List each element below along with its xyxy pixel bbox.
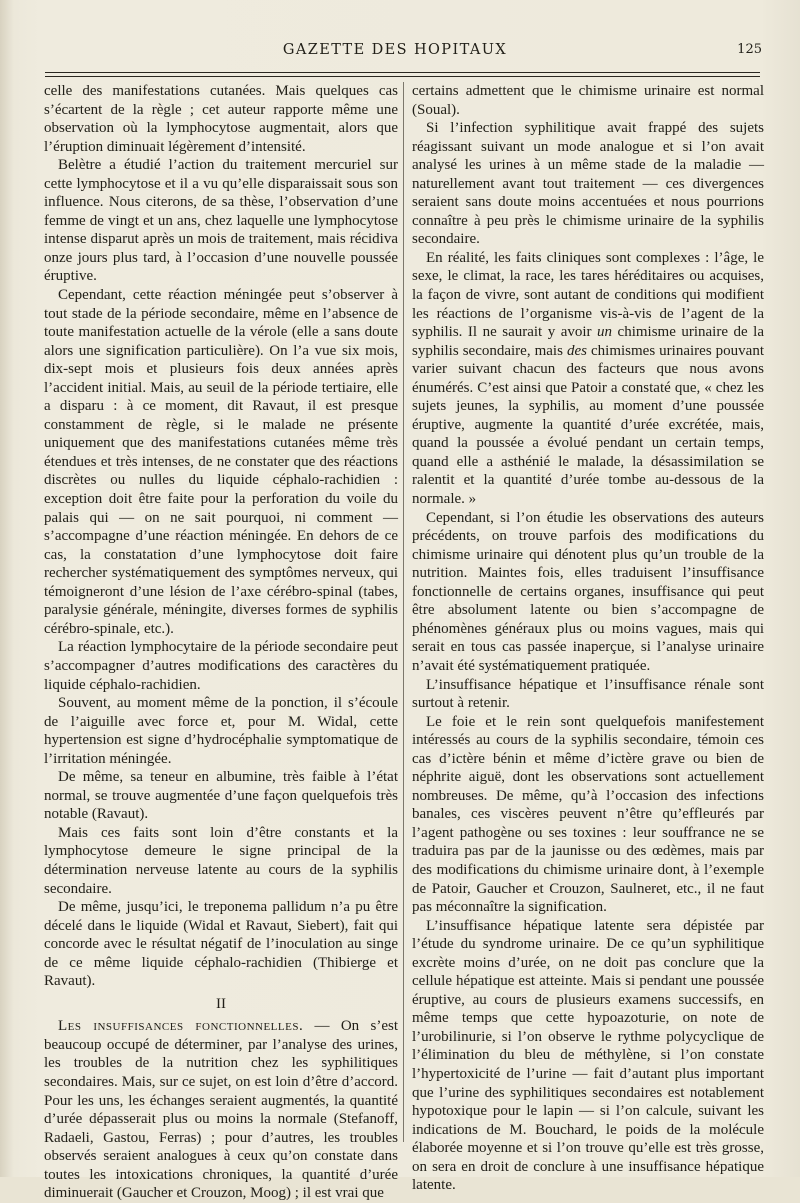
paragraph: certains admettent que le chimisme urinaire est normal (Soual). — [412, 83, 764, 118]
running-header — [20, 40, 770, 64]
paragraph — [44, 1017, 398, 1202]
header-rule-top — [45, 72, 760, 73]
section-numeral: II — [216, 995, 226, 1012]
emphasis: un — [597, 324, 613, 341]
journal-title: GAZETTE DES HOPITAUX — [282, 42, 508, 58]
page-number: 125 — [737, 42, 762, 57]
paragraph: De même, jusqu’ici, le treponema pallidum n’a pu être décelé dans le liquide (Widal et Ravaut, Siebert), fait qui concorde avec le résultat négatif de l’inoculation au singe de ce même liquide céphalo-rachidien (Thibierge et Ravaut). — [44, 899, 398, 990]
emphasis: des — [566, 342, 587, 359]
right-column — [412, 82, 764, 1195]
paragraph-text: En réalité, les faits cliniques sont complexes : l’âge, le sexe, le climat, la race, les tares héréditaires ou acquises, la façon de vivre, sont autant de conditions qui modifient les réactions de l’organisme vis-à-vis de l’agent de la syphilis. Il ne saurait y avoir — [412, 249, 764, 341]
paragraph: Cependant, si l’on étudie les observations des auteurs précédents, on trouve parfois des modifications du chimisme urinaire qui dénotent plus qu’un trouble de la nutrition. Maintes fois, elles traduisent l’insuffisance fonctionnelle de certains organes, insuffisance qui peut être absolument latente ou bien s’accompagne de phénomènes généraux plus ou moins vagues, mais qui serait en tous cas passée inaperçue, si l’analyse urinaire n’avait été systématiquement pratiquée. — [412, 509, 764, 674]
paragraph-text: chimisme urinaire de la syphilis secondaire, mais — [412, 324, 764, 359]
paragraph: Belètre a étudié l’action du traitement mercuriel sur cette lymphocytose et il a vu qu’elle disparaissait sous son influence. Nous citerons, de sa thèse, l’observation d’une femme de vingt et un ans, chez laquelle une lymphocytose intense disparut après un mois de traitement, mais récidiva onze jours plus tard, à l’occasion d’une nouvelle poussée éruptive. — [44, 157, 398, 285]
section-title: Les insuffisances fonctionnelles. — [58, 1018, 304, 1035]
paragraph-text: — On s’est beaucoup occupé de déterminer, par l’analyse des urines, les troubles de la nutrition chez les syphilitiques secondaires. Mais, sur ce sujet, on est loin d’être d’accord. Pour les uns, les échanges seraient augmentés, la quantité d’urée dépasserait plus ou moins la normale (Stefanoff, Radaeli, Gastou, Ferras) ; pour d’autres, les troubles observés seraient analogues à ceux qu’on constate dans toutes les intoxications chroniques, la quantité d’urée diminuerait (Gaucher et Crouzon, Moog) ; il est vrai que — [44, 1018, 399, 1202]
paragraph: L’insuffisance hépatique et l’insuffisance rénale sont surtout à retenir. — [412, 676, 764, 712]
header-rule-bottom — [45, 76, 760, 77]
paragraph: Cependant, cette réaction méningée peut s’observer à tout stade de la période secondaire, même en l’absence de toute manifestation actuelle de la vérole (elle a sans doute alors une signification particulière). On l’a vue six mois, dix-sept mois et plusieurs fois deux années après l’accident initial. Mais, au seuil de la période tertiaire, elle a disparu : à ce moment, dit Ravaut, il est presque constamment de règle, si le malade ne présente uniquement que des manifestations cutanées même très étendues et très intenses, de ne constater que des réactions discrètes ou nulles du liquide céphalo-rachidien : exception doit être faite pour la perforation du voile du palais qui — on ne sait pourquoi, ni comment — s’accompagne d’une réaction méningée. En dehors de ce cas, la constatation d’une lymphocytose doit faire rechercher systématiquement des symptômes nerveux, qui témoigneront d’une lésion de l’axe cérébro-spinal (tabes, paralysie générale, méningite, diverses formes de syphilis cérébro-spinale, etc.). — [44, 287, 398, 637]
paragraph: Si l’infection syphilitique avait frappé des sujets réagissant suivant un mode analogue et si l’on avait analysé les urines à un même stade de la maladie — naturellement avant tout traitement — ces divergences seraient sans doute moins accentuées et nous pourrions connaître à peu près le chimisme urinaire de la syphilis secondaire. — [412, 120, 764, 248]
left-column — [44, 82, 398, 1203]
paragraph: L’insuffisance hépatique latente sera dépistée par l’étude du syndrome urinaire. De ce qu’un syphilitique excrète moins d’urée, on ne doit pas conclure que la cellule hépatique est atteinte. Mais si pendant une poussée éruptive, au cours de plusieurs examens successifs, en même temps que cette hypoazoturie, on note de l’urobilinurie, si l’on observe le rythme polycyclique de l’élimination du bleu de méthylène, si l’on constate l’hypertoxicité de l’urine — fait d’autant plus important que l’urine des syphilitiques secondaires est notablement hypotoxique pour le lapin — si l’on calcule, suivant les indications de M. Bouchard, le poids de la molécule élaborée moyenne et si l’on trouve qu’elle est très grosse, on sera en droit de conclure à une insuffisance hépatique latente. — [412, 917, 764, 1194]
paragraph: Mais ces faits sont loin d’être constants et la lymphocytose demeure le signe principal de la détermination nerveuse latente au cours de la syphilis secondaire. — [44, 824, 398, 897]
paragraph: Le foie et le rein sont quelquefois manifestement intéressés au cours de la syphilis secondaire, témoin ces cas d’ictère bénin et même d’ictère grave ou bien de néphrite aiguë, dont les observations sont actuellement nombreuses. De même, qu’à l’occasion des infections banales, ces viscères peuvent n’être qu’effleurés par l’agent pathogène ou ses toxines : leur souffrance ne se traduira pas par de la jaunisse ou des œdèmes, mais par des modifications du chimisme urinaire dont, à l’exemple de Patoir, Gaucher et Crouzon, Saulneret, etc., il ne faut pas méconnaître la signification. — [412, 713, 764, 916]
paragraph: La réaction lymphocytaire de la période secondaire peut s’accompagner d’autres modifications des caractères du liquide céphalo-rachidien. — [44, 639, 398, 693]
paragraph: celle des manifestations cutanées. Mais quelques cas s’écartent de la règle ; cet auteur rapporte même une observation où la lymphocytose augmentait, alors que l’éruption diminuait légèrement d’intensité. — [44, 83, 398, 155]
paragraph — [412, 249, 764, 509]
paragraph-text: chimismes urinaires pouvant varier suivant chacun des facteurs que nous avons énumérés. C’est ainsi que Patoir a constaté que, « chez les sujets jeunes, la syphilis, au moment d’une poussée éruptive, augmente la quantité d’urée excrétée, mais, quand la poussée a évolué pendant un certain temps, quand elle a asthénié le malade, la désassimilation se ralentit et la quantité d’urée tombe au-dessous de la normale. » — [412, 342, 765, 508]
paragraph: De même, sa teneur en albumine, très faible à l’état normal, se trouve augmentée d’une façon quelquefois très notable (Ravaut). — [44, 769, 398, 823]
paragraph: Souvent, au moment même de la ponction, il s’écoule de l’aiguille avec force et, pour M. Widal, cette hypertension est signe d’hydrocéphalie symptomatique de l’irritation méningée. — [44, 695, 398, 767]
column-divider — [403, 82, 404, 1142]
